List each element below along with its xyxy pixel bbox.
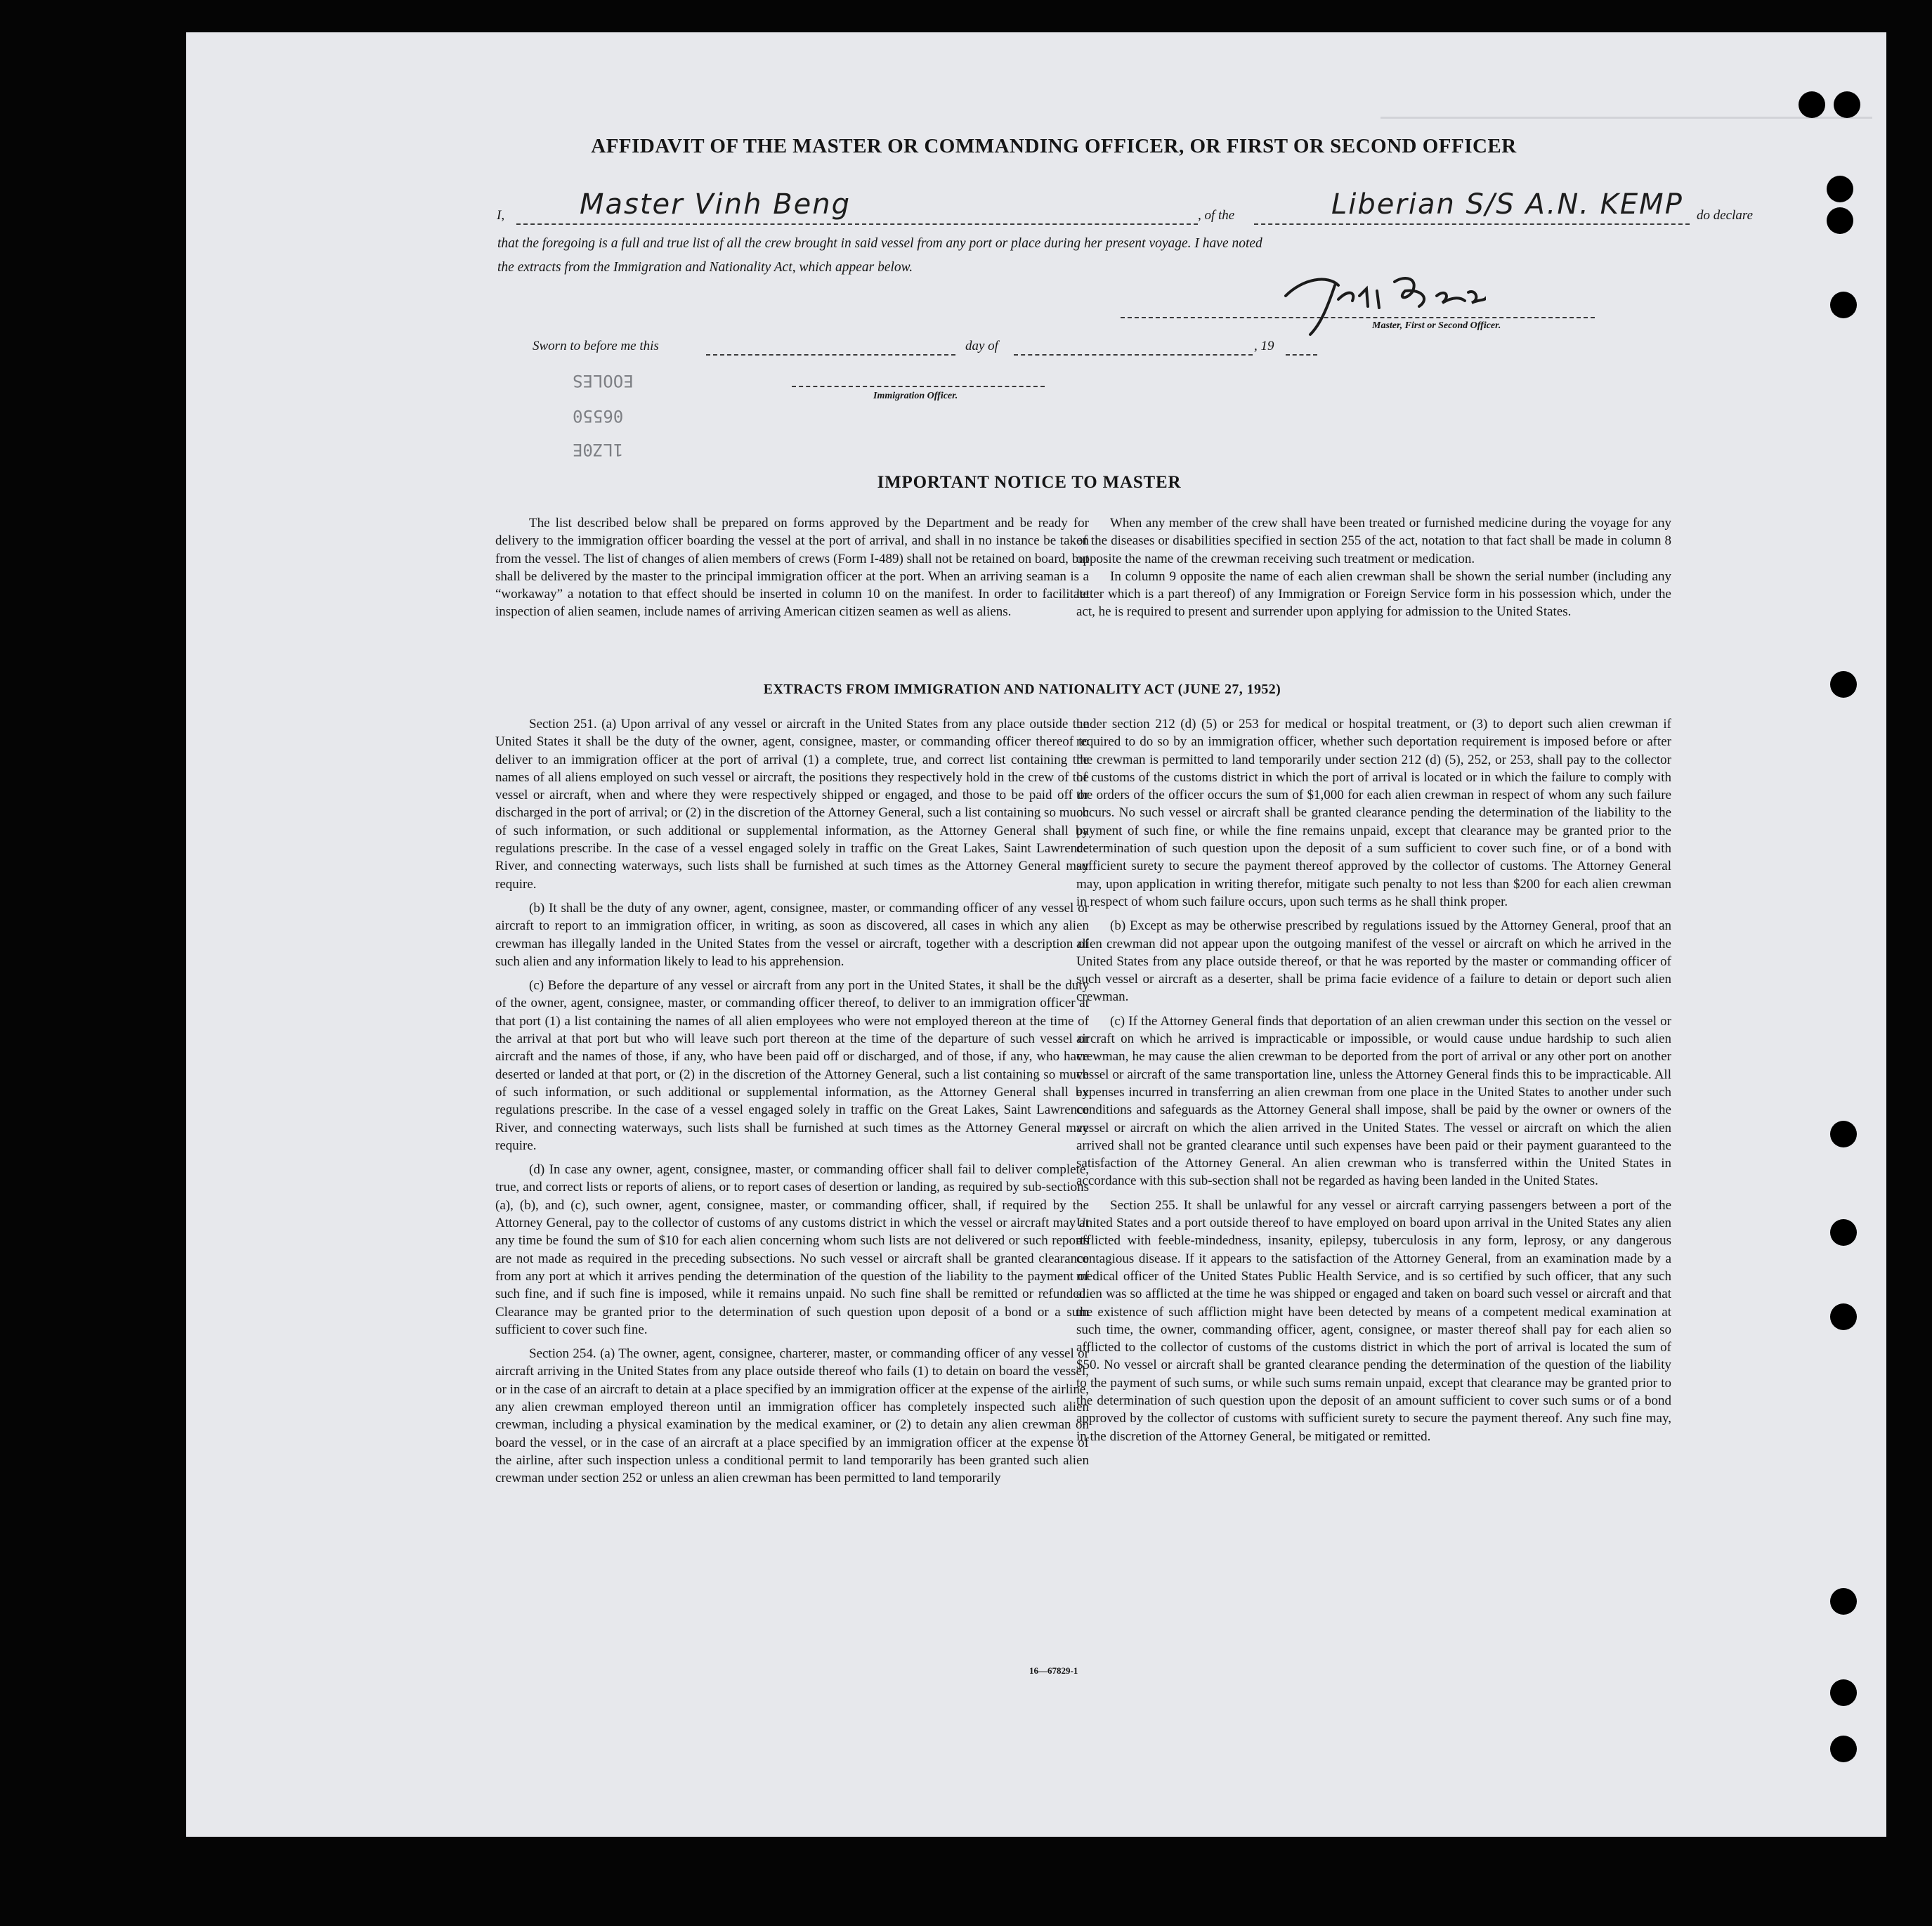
handwritten-vessel: Liberian S/S A.N. KEMP [1331, 188, 1683, 221]
section-251c: (c) Before the departure of any vessel or aircraft from any port in the United States, it shall be the duty of the owner, agent, consignee, master, or commanding officer thereof, to deliver to an immigration officer at that port (1) a list containing the names of all alien employees who were not employed thereon at the time of the arrival at that port but who will leave such port thereon at the time of the departure of such vessel or aircraft and the names of those, if any, who have been paid off or discharged, and of those, if any, who have deserted or landed at that port, or (2) in the discretion of the Attorney General, such a list containing so much of such information, or such additional or supplemental information, as the Attorney General shall by regulations prescribe. In the case of a vessel engaged solely in traffic on the Great Lakes, Saint Lawrence River, and connecting waterways, such lists shall be furnished at such times as the Attorney General may require. [495, 978, 1089, 1153]
name-line [516, 223, 1198, 225]
i-label: I, [497, 208, 505, 223]
punch-hole [1830, 1679, 1857, 1706]
section-251d: (d) In case any owner, agent, consignee, master, or commanding officer shall fail to deliver complete, true, and correct lists or reports of aliens, or to report cases of desertion or landing, as required by sub-sections (a), (b), and (c), such owner, agent, consignee, master, or commanding officer, shall, if required by the Attorney General, pay to the collector of customs of any customs district in which the vessel or aircraft may at any time be found the sum of $10 for each alien concerning whom such lists are not delivered or such reports are not made as required in the preceding subsections. No such vessel or aircraft shall be granted clearance from any port at which it arrives pending the determination of the question of the liability to the payment of such fine, and if such fine is imposed, while it remains unpaid. No such fine shall be remitted or refunded. Clearance may be granted prior to the determination of such question upon deposit of a bond or a sum sufficient to cover such fine. [495, 1162, 1089, 1337]
section-251b: (b) It shall be the duty of any owner, agent, consignee, master, or commanding officer of any vessel or aircraft to report to an immigration officer, in writing, as soon as discovered, all cases in which any alien crewman has illegally landed in the United States from the vessel or aircraft, together with a description of such alien and any information likely to lead to his apprehension. [495, 900, 1089, 969]
vessel-line [1254, 223, 1690, 225]
punch-hole [1830, 671, 1857, 698]
punch-hole [1830, 1588, 1857, 1615]
notice-right-column [1076, 514, 1671, 627]
signature-line [1121, 317, 1595, 318]
year-label: , 19 [1254, 339, 1274, 353]
faint-stamped-number: 1LZ0E [573, 440, 624, 460]
faint-stamped-number: EOOLES [573, 371, 634, 391]
notice-title: IMPORTANT NOTICE TO MASTER [877, 473, 1182, 492]
sworn-year-line [1286, 354, 1317, 356]
handwritten-name: Master Vinh Beng [580, 188, 851, 221]
day-of-label: day of [965, 339, 998, 353]
signature-caption: Master, First or Second Officer. [1372, 320, 1501, 331]
punch-hole [1830, 1303, 1857, 1330]
punch-hole [1827, 176, 1853, 202]
section-254c: (c) If the Attorney General finds that deportation of an alien crewman under this section on the vessel or aircraft on which he arrived is impracticable or impossible, or would cause undue hardship to such alien crewman, he may cause the alien crewman to be deported from the port of arrival or any other port on another vessel or aircraft of the same transportation line, unless the Attorney General finds this to be impracticable. All expenses incurred in transferring an alien crewman from one place in the United States to another under such conditions and safeguards as the Attorney General shall impose, shall be paid by the owner or owners of the vessel or aircraft on which the alien arrived in the United States. The vessel or aircraft on which the alien arrived shall not be granted clearance until such expenses have been paid or their payment guaranteed to the satisfaction of the Attorney General. An alien crewman who is transferred within the United States in accordance with this sub-section shall not be regarded as having been landed in the United States. [1076, 1013, 1671, 1189]
notice-right-paragraph-1: When any member of the crew shall have been treated or furnished medicine during the voyage for any of the diseases or disabilities specified in section 255 of the act, notation to that fact shall be made in column 8 opposite the name of the crewman receiving such treatment or medication. [1076, 516, 1671, 566]
affidavit-title: AFFIDAVIT OF THE MASTER OR COMMANDING OFFICER, OR FIRST OR SECOND OFFICER [591, 135, 1517, 157]
sworn-day-line [706, 354, 955, 356]
immigration-officer-caption: Immigration Officer. [873, 391, 958, 401]
document-page [186, 32, 1886, 1837]
section-251a: Section 251. (a) Upon arrival of any vessel or aircraft in the United States from any place outside the United States it shall be the duty of the owner, agent, consignee, master, or commanding officer thereof to deliver to an immigration officer at the port of arrival (1) a complete, true, and correct list containing the names of all aliens employed on such vessel or aircraft, the positions they respectively hold in the crew of the vessel or aircraft, when and where they were respectively shipped or engaged, and those to be paid off or discharged in the port of arrival; or (2) in the discretion of the Attorney General, such a list containing so much of such information, or such additional or supplemental information, as the Attorney General shall by regulations prescribe. In the case of a vessel engaged solely in traffic on the Great Lakes, Saint Lawrence River, and connecting waterways, such lists shall be furnished at such times as the Attorney General may require. [495, 717, 1089, 892]
notice-left-column [495, 514, 1089, 627]
sworn-month-line [1014, 354, 1253, 356]
section-254a: Section 254. (a) The owner, agent, consignee, charterer, master, or commanding officer of any vessel or aircraft arriving in the United States from any place outside thereof who fails (1) to detain on board the vessel, or in the case of an aircraft to detain at a place specified by an immigration officer at the expense of the airline, any alien crewman employed thereon until an immigration officer has completely inspected such alien crewman, including a physical examination by the medical examiner, or (2) to detain any alien crewman on board the vessel, or in the case of an aircraft at a place specified by an immigration officer at the expense of the airline, after such inspection unless a conditional permit to land temporarily has been granted such alien crewman under section 252 or unless an alien crewman has been permitted to land temporarily [495, 1346, 1089, 1486]
punch-hole [1827, 207, 1853, 234]
extracts-right-column [1076, 715, 1671, 1452]
print-code: 16—67829-1 [1029, 1665, 1078, 1676]
extracts-left-column [495, 715, 1089, 1493]
affidavit-statement [497, 232, 1811, 280]
do-declare-label: do declare [1697, 208, 1754, 223]
punch-hole [1834, 91, 1860, 118]
punch-hole [1830, 292, 1857, 318]
of-the-label: , of the [1198, 208, 1235, 223]
faint-stamped-number: 06550 [573, 406, 624, 426]
immigration-officer-line [792, 386, 1045, 387]
notice-right-paragraph-2: In column 9 opposite the name of each alien crewman shall be shown the serial number (including any letter which is a part thereof) of any Immigration or Foreign Service form in his possession which, under the act, he is required to present and surrender upon applying for admission to the United States. [1076, 568, 1671, 620]
extracts-title: EXTRACTS FROM IMMIGRATION AND NATIONALITY ACT (JUNE 27, 1952) [763, 682, 1281, 697]
section-255: Section 255. It shall be unlawful for any vessel or aircraft carrying passengers between a port of the United States and a port outside thereof to have employed on board upon arrival in the United States any alien afflicted with feeble-mindedness, insanity, epilepsy, tuberculosis in any form, leprosy, or any dangerous contagious disease. If it appears to the satisfaction of the Attorney General, from an examination made by a medical officer of the United States Public Health Service, and is so certified by such officer, that any such alien was so afflicted at the time he was shipped or engaged and taken on board such vessel or aircraft and that the existence of such affliction might have been detected by means of a competent medical examination at such time, the owner, commanding officer, agent, consignee, or master thereof shall pay for each alien so afflicted to the collector of customs of the customs district in which the port of arrival is located the sum of $50. No vessel or aircraft shall be granted clearance pending the determination of the question of the liability to the payment of such sums, or while such sums remain unpaid, except that clearance may be granted prior to the determination of such question upon the deposit of an amount sufficient to cover such sums or of a bond approved by the collector of customs with sufficient surety to secure the payment thereof. Any such fine may, in the discretion of the Attorney General, be mitigated or remitted. [1076, 1197, 1671, 1444]
notice-left-paragraph: The list described below shall be prepared on forms approved by the Department and be ready for delivery to the immigration officer boarding the vessel at the port of arrival, and shall in no instance be taken from the vessel. The list of changes of alien members of crews (Form I-489) shall not be retained on board, but shall be delivered by the master to the principal immigration officer at the port. When an arriving seaman is a “workaway” a notation to that effect should be inserted in column 10 on the manifest. In order to facilitate inspection of alien seamen, include names of arriving American citizen seamen as well as aliens. [495, 516, 1089, 620]
section-254b: (b) Except as may be otherwise prescribed by regulations issued by the Attorney General, proof that an alien crewman did not appear upon the outgoing manifest of the vessel or aircraft on which he arrived in the United States from any place outside thereof, or that he was reported by the master or commanding officer of such vessel or aircraft as a deserter, shall be prima facie evidence of a failure to detain or deport such alien crewman. [1076, 918, 1671, 1005]
punch-hole [1830, 1121, 1857, 1147]
punch-hole [1799, 91, 1825, 118]
punch-hole [1830, 1736, 1857, 1762]
punch-hole [1830, 1219, 1857, 1246]
sworn-label: Sworn to before me this [533, 339, 659, 353]
section-254a-continued: under section 212 (d) (5) or 253 for medical or hospital treatment, or (3) to deport such alien crewman if required to do so by an immigration officer, whether such deportation requirement is imposed before or after the crewman is permitted to land temporarily under section 212 (d) (5), 252, or 253, shall pay to the collector of customs of the customs district in which the port of arrival is located or in which the failure to comply with the orders of the officer occurs the sum of $1,000 for each alien crewman in respect of whom any such failure occurs. No such vessel or aircraft shall be granted clearance pending the determination of the liability to the payment of such fine, or while the fine remains unpaid, except that clearance may be granted prior to the determination of such question upon the deposit of a sum sufficient to cover such fine, or of a bond with sufficient surety to secure the payment thereof approved by the collector of customs. The Attorney General may, upon application in writing therefor, mitigate such penalty to not less than $200 for each alien crewman in respect of whom such failure occurs, upon such terms as he shall think proper. [1076, 717, 1671, 909]
statement-line-1: that the foregoing is a full and true list of all the crew brought in said vessel from any port or place during her present voyage. I have noted [497, 236, 1262, 251]
statement-line-2: the extracts from the Immigration and Nationality Act, which appear below. [497, 260, 913, 275]
